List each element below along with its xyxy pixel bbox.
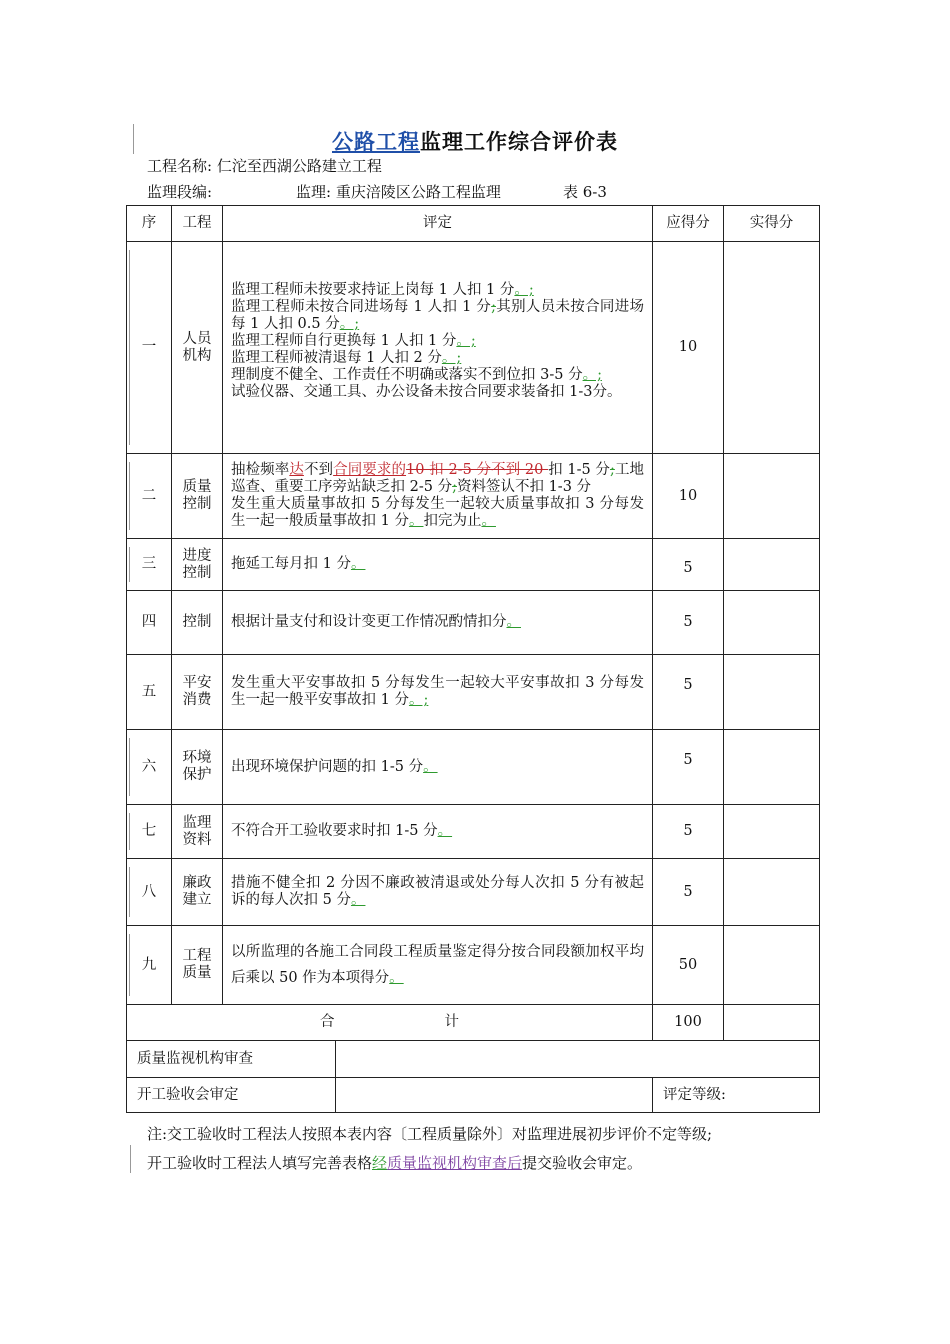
table-row [127, 655, 820, 730]
header-eval: 评定 [223, 206, 653, 242]
total-label: 合 计 [127, 1005, 653, 1041]
row-seq: 八 [127, 859, 172, 926]
row-due: 5 [653, 591, 724, 655]
review-field-1[interactable] [223, 1041, 820, 1078]
row-item: 控制 [172, 591, 223, 655]
review-row [127, 1041, 820, 1078]
row-seq: 七 [127, 805, 172, 859]
table-row [127, 454, 820, 539]
row-eval: 出现环境保护问题的扣 1-5 分。 [223, 730, 653, 805]
project-value: 仁沱至西湖公路建立工程 [216, 157, 382, 175]
title-inserted: 公路工程 [332, 129, 420, 154]
row-seq: 九 [127, 926, 172, 1005]
row-eval: 抽检频率达不到合同要求的10 扣 2-5 分不到 20 扣 1-5 分;工地巡查、重要工序旁站缺乏扣 2-5 分;资料签认不扣 1-3 分 发生重大质量事故扣 5 分每发生一起较大质量事故扣 3 分每发生一起一般质量事故扣 1 分。扣完为止。 [223, 454, 653, 539]
row-eval: 发生重大平安事故扣 5 分每发生一起较大平安事故扣 3 分每发生一起一般平安事故扣 1 分。; [223, 655, 653, 730]
row-item: 平安消费 [172, 655, 223, 730]
row-actual[interactable] [724, 454, 820, 539]
header-row [127, 206, 820, 242]
row-eval: 拖延工每月扣 1 分。 [223, 539, 653, 591]
project-line [147, 155, 382, 176]
note-line-2: 开工验收时工程法人填写完善表格经质量监视机构审查后提交验收会审定。 [147, 1154, 643, 1172]
table-number: 表 6-3 [563, 183, 607, 201]
section-line [147, 181, 212, 202]
row-actual[interactable] [724, 591, 820, 655]
row-seq: 四 [127, 591, 172, 655]
section-label: 监理段编: [147, 183, 213, 201]
row-seq: 一 [127, 242, 172, 454]
row-due: 5 [653, 539, 724, 591]
row-item: 工程质量 [172, 926, 223, 1005]
row-item: 进度控制 [172, 539, 223, 591]
row-eval: 措施不健全扣 2 分因不廉政被清退或处分每人次扣 5 分有被起诉的每人次扣 5 分。 [223, 859, 653, 926]
row-due: 5 [653, 655, 724, 730]
supervisor-label: 监理: [296, 183, 332, 201]
row-seq: 二 [127, 454, 172, 539]
review-row [127, 1078, 820, 1113]
review-label-2: 开工验收会审定 [127, 1078, 223, 1113]
header-item: 工程 [172, 206, 223, 242]
review-field-2[interactable] [223, 1078, 653, 1113]
title-rest: 监理工作综合评价表 [420, 129, 618, 154]
row-item: 质量控制 [172, 454, 223, 539]
row-actual[interactable] [724, 805, 820, 859]
supervisor-value: 重庆涪陵区公路工程监理 [335, 183, 501, 201]
review-label-1: 质量监视机构审查 [127, 1041, 223, 1078]
row-due: 50 [653, 926, 724, 1005]
table-row [127, 730, 820, 805]
total-due: 100 [653, 1005, 724, 1041]
table-row [127, 242, 820, 454]
row-item: 监理资料 [172, 805, 223, 859]
row-seq: 三 [127, 539, 172, 591]
table-row [127, 539, 820, 591]
row-seq: 五 [127, 655, 172, 730]
row-item: 廉政建立 [172, 859, 223, 926]
row-actual[interactable] [724, 242, 820, 454]
row-actual[interactable] [724, 859, 820, 926]
revision-bar [130, 1145, 131, 1173]
row-actual[interactable] [724, 926, 820, 1005]
grade-label: 评定等级: [653, 1078, 820, 1113]
row-due: 10 [653, 454, 724, 539]
row-eval: 以所监理的各施工合同段工程质量鉴定得分按合同段额加权平均后乘以 50 作为本项得分。 [223, 926, 653, 1005]
row-due: 10 [653, 242, 724, 454]
row-eval: 根据计量支付和设计变更工作情况酌情扣分。 [223, 591, 653, 655]
row-actual[interactable] [724, 730, 820, 805]
row-actual[interactable] [724, 539, 820, 591]
header-due: 应得分 [653, 206, 724, 242]
supervisor-line [296, 181, 501, 202]
row-eval: 不符合开工验收要求时扣 1-5 分。 [223, 805, 653, 859]
project-label: 工程名称: [147, 157, 213, 175]
total-actual[interactable] [724, 1005, 820, 1041]
header-actual: 实得分 [724, 206, 820, 242]
row-eval: 监理工程师未按要求持证上岗每 1 人扣 1 分。; 监理工程师未按合同进场每 1 人扣 1 分;其别人员未按合同进场每 1 人扣 0.5 分。; 监理工程师自行更换每 1 人扣 1 分。; 监理工程师被清退每 1 人扣 2 分。; 理制度不健全、工作责任不明确或落实不到位扣 3-5 分。; 试验仪器、交通工具、办公设备未按合同要求装备扣 1-3分。 [223, 242, 653, 454]
total-row [127, 1005, 820, 1041]
row-due: 5 [653, 859, 724, 926]
row-due: 5 [653, 730, 724, 805]
evaluation-table [126, 205, 820, 1113]
table-row [127, 926, 820, 1005]
note-line-1: 注:交工验收时工程法人按照本表内容〔工程质量除外〕对监理进展初步评价不定等级; [147, 1125, 713, 1143]
page-title [0, 126, 950, 156]
row-item: 人员机构 [172, 242, 223, 454]
table-row [127, 859, 820, 926]
header-seq: 序 [127, 206, 172, 242]
row-actual[interactable] [724, 655, 820, 730]
table-row [127, 591, 820, 655]
row-seq: 六 [127, 730, 172, 805]
row-due: 5 [653, 805, 724, 859]
table-row [127, 805, 820, 859]
row-item: 环境保护 [172, 730, 223, 805]
